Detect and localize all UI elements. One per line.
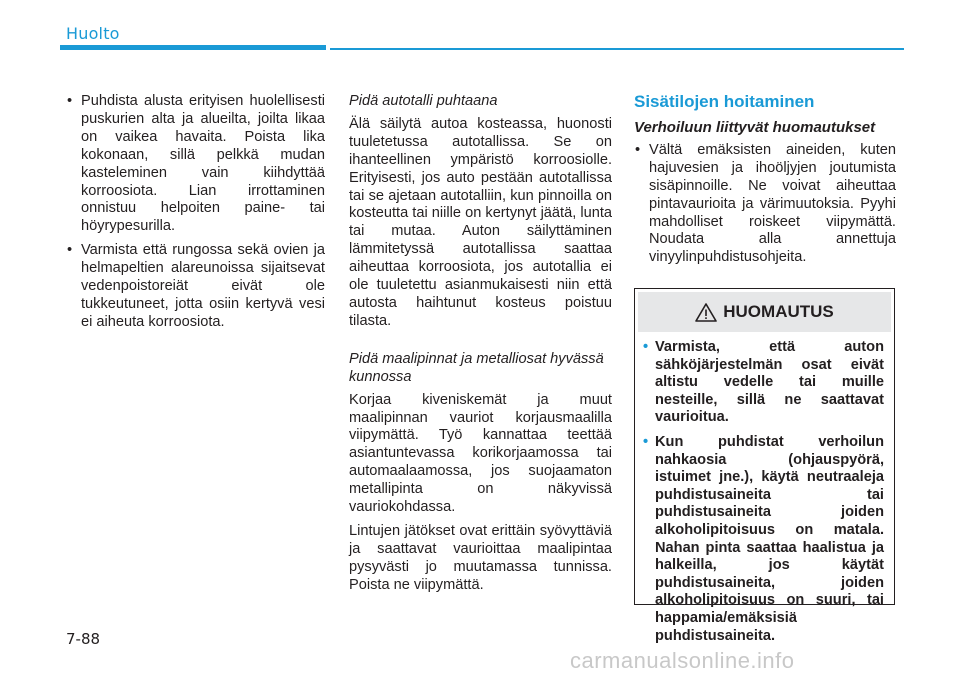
notice-box	[634, 288, 895, 644]
list-item	[66, 93, 325, 236]
notice-header	[638, 292, 891, 332]
garage-heading: Pidä autotalli puhtaana	[349, 93, 498, 109]
notice-item-text: Varmista, että auton sähköjärjestelmän osat eivät altistu vedelle tai muille nesteille, sillä ne saattavat vaurioitua.	[655, 339, 884, 426]
notice-list	[635, 339, 894, 645]
upholstery-subheading: Verhoiluun liittyvät huomautukset	[634, 118, 876, 136]
header-rule-thick	[60, 45, 326, 50]
list-item-text: Vältä emäksisten aineiden, kuten hajuvesien ja ihoöljyjen joutumista sisäpinnoille. Ne voivat aiheuttaa pintavaurioita ja värimuutoksia. Pyyhi mahdolliset roiskeet viipymättä. Noudata alla annettuja vinyylinpuhdistusohjeita.	[649, 141, 896, 266]
garage-paragraph: Älä säilytä autoa kosteassa, huonosti tuuletetussa autotallissa. Se on ihanteellinen ympäristö korroosiolle. Erityisesti, jos auto pestään autotallissa tai se ajetaan autotalliin, kun pinnoilla on kosteutta tai niille on kertynyt jäätä, lunta tai mutaa. Auton säilyttäminen lämmitetyssä autotallissa saattaa aiheuttaa korroosiota, jos autotallia ei ole tuuletettu asianmukaisesti niin että autosta haihtunut kosteus poistuu tilasta.	[349, 115, 612, 329]
bullet-icon: •	[67, 242, 73, 259]
notice-item	[643, 339, 884, 427]
bullet-icon: •	[67, 93, 73, 109]
notice-title: HUOMAUTUS	[723, 302, 834, 321]
list-item-text: Puhdista alusta erityisen huolellisesti puskurien alta ja alueilta, joilta likaa on vaikea havaita. Poista lika kokonaan, sillä pelkkä mudan kasteleminen vain kiihdyttää korroosiota. Lian irrottaminen onnistuu helpoiten paine- tai höyrypesurilla.	[81, 93, 325, 235]
bullet-icon: •	[635, 141, 641, 158]
warning-triangle-icon	[695, 303, 717, 322]
list-item	[634, 142, 896, 267]
paint-paragraph-2: Lintujen jätökset ovat erittäin syövyttäviä ja saattavat vaurioittaa maalipintaa pysyvästi jo muutamassa tunnissa. Poista ne viipymättä.	[349, 522, 612, 593]
page-number: 7-88	[66, 630, 101, 648]
paint-heading: Pidä maalipinnat ja metalliosat hyvässä kunnossa	[349, 350, 604, 385]
cleaning-bullet-list	[66, 93, 325, 332]
paint-paragraph-1: Korjaa kiveniskemät ja muut maalipinnan vauriot korjausmaalilla viipymättä. Työ kannattaa teettää asiantuntevassa korikorjaamossa tai automaalaamossa, jos suojaamaton metallipinta on näkyvissä vauriokohdassa.	[349, 391, 612, 516]
column-3	[634, 93, 896, 273]
upholstery-bullet-list	[634, 142, 896, 267]
notice-item-text: Kun puhdistat verhoilun nahkaosia (ohjauspyörä, istuimet jne.), käytä neutraaleja puhdistusaineita tai puhdistusaineita joiden alkoholipitoisuus on matala. Nahan pinta saattaa haalistua ja halkeilla, jos käytät puhdistusaineita, joiden alkoholipitoisuus on suuri, tai happamia/emäksisiä puhdistusaineita.	[655, 433, 884, 644]
interior-care-heading: Sisätilojen hoitaminen	[634, 92, 815, 111]
watermark: carmanualsonline.info	[570, 648, 795, 673]
column-2	[349, 93, 612, 601]
list-item	[66, 242, 325, 332]
notice-item	[643, 434, 884, 645]
header-rule-thin	[330, 48, 904, 50]
bullet-icon: •	[643, 433, 649, 450]
column-1	[66, 93, 325, 338]
section-label: Huolto	[66, 24, 120, 43]
list-item-text: Varmista että rungossa sekä ovien ja helmapeltien alareunoissa sijaitsevat vedenpoistoreiät eivät ole tukkeutuneet, jotta osiin kertyvä vesi ei aiheuta korroosiota.	[81, 242, 325, 330]
bullet-icon: •	[643, 339, 649, 355]
